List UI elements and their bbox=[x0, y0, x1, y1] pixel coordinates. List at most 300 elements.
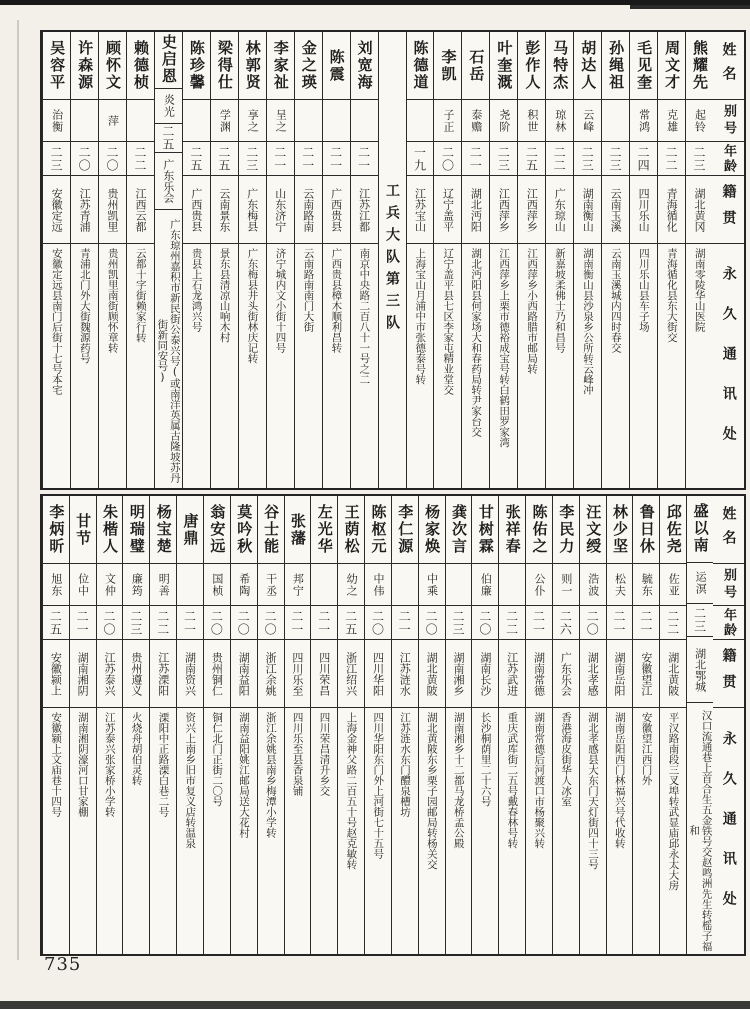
alias-cell: 常鸿 bbox=[630, 100, 657, 142]
native-cell: 广东梅县 bbox=[239, 176, 266, 244]
native-cell: 湖南湘乡 bbox=[446, 640, 472, 708]
header-column bbox=[713, 496, 744, 954]
person-column bbox=[337, 496, 364, 954]
native-cell: 广东乐会 bbox=[155, 153, 182, 210]
person-column bbox=[322, 32, 350, 488]
person-column bbox=[629, 32, 657, 488]
native-cell: 四川乐山 bbox=[630, 176, 657, 244]
alias-cell bbox=[392, 564, 418, 606]
native-cell: 江西云都 bbox=[127, 176, 154, 244]
age-cell: 二〇 bbox=[580, 606, 606, 640]
name-cell: 翁安远 bbox=[204, 496, 230, 564]
native-cell: 江苏青浦 bbox=[71, 176, 98, 244]
native-cell: 湖南益阳 bbox=[231, 640, 257, 708]
native-cell: 贵州遵义 bbox=[123, 640, 149, 708]
native-cell: 云南景东 bbox=[211, 176, 238, 244]
name-cell: 石岳 bbox=[462, 32, 489, 100]
address-cell: 四川乐山县车子场 bbox=[637, 248, 650, 332]
name-cell: 盛以南 bbox=[687, 496, 713, 563]
age-cell: 二〇 bbox=[99, 142, 126, 176]
alias-cell: 邦宁 bbox=[285, 564, 311, 606]
alias-cell: 国桢 bbox=[204, 564, 230, 606]
page-number: 735 bbox=[44, 954, 82, 975]
alias-cell: 旭东 bbox=[43, 564, 69, 606]
alias-cell: 松夫 bbox=[607, 564, 633, 606]
alias-cell: 中伟 bbox=[365, 564, 391, 606]
age-cell: 二〇 bbox=[231, 606, 257, 640]
name-cell: 林少坚 bbox=[607, 496, 633, 564]
alias-cell: 毓东 bbox=[633, 564, 659, 606]
address-cell: 辽宁盖平县七区李家屯精业堂交 bbox=[442, 248, 455, 395]
person-column bbox=[498, 496, 525, 954]
alias-cell: 积世 bbox=[518, 100, 545, 142]
address-cell: 湖南湘乡十二都马龙桥孟公殿 bbox=[452, 712, 465, 849]
address-cell: 景东县清凉山响木村 bbox=[218, 248, 231, 343]
native-cell: 广西贵县 bbox=[323, 176, 350, 244]
name-cell: 朱楷人 bbox=[97, 496, 123, 564]
person-column bbox=[391, 496, 418, 954]
native-cell: 湖北黄冈 bbox=[686, 176, 713, 244]
age-cell: 二一 bbox=[311, 606, 337, 640]
name-cell: 毛见奎 bbox=[630, 32, 657, 100]
alias-cell bbox=[127, 100, 154, 142]
alias-cell bbox=[499, 564, 525, 606]
scan-edge-top-right bbox=[630, 5, 750, 9]
section-divider-label: 工兵大队第三队 bbox=[384, 183, 401, 337]
native-cell: 湖北沔阳 bbox=[462, 176, 489, 244]
alias-cell bbox=[351, 100, 378, 142]
alias-cell: 享之 bbox=[239, 100, 266, 142]
address-cell: 上海金神父路二百五十号赵克敏转 bbox=[345, 712, 358, 870]
native-cell: 湖南衡山 bbox=[574, 176, 601, 244]
native-cell: 江苏涟水 bbox=[392, 640, 418, 708]
age-cell: 二三 bbox=[602, 142, 629, 176]
native-cell: 湖南常德 bbox=[526, 640, 552, 708]
age-cell: 二〇 bbox=[258, 606, 284, 640]
address-cell: 四川华阳东门外上河街七十五号 bbox=[372, 712, 385, 859]
name-cell: 彭作人 bbox=[518, 32, 545, 100]
address-cell: 南京中央路二百八十一号之二 bbox=[358, 248, 371, 385]
column-header-age: 年龄 bbox=[713, 606, 744, 640]
address-cell: 香港海皮街华人冰室 bbox=[560, 712, 573, 807]
age-cell: 二一 bbox=[633, 606, 659, 640]
person-column bbox=[203, 496, 230, 954]
name-cell: 陈枢元 bbox=[365, 496, 391, 564]
address-cell: 火烧舟胡伯灵转 bbox=[130, 712, 143, 786]
age-cell: 二五 bbox=[518, 142, 545, 176]
age-cell: 二〇 bbox=[97, 606, 123, 640]
age-cell: 二五 bbox=[211, 142, 238, 176]
alias-cell bbox=[71, 100, 98, 142]
column-header-native: 籍贯 bbox=[713, 176, 744, 244]
name-cell: 吴容平 bbox=[43, 32, 70, 100]
age-cell: 二一 bbox=[267, 142, 294, 176]
alias-cell: 浩波 bbox=[580, 564, 606, 606]
person-column bbox=[433, 32, 461, 488]
age-cell: 二三 bbox=[123, 606, 149, 640]
address-cell: 溧阳中正路溧白巷二号 bbox=[157, 712, 170, 817]
name-cell: 孙绳祖 bbox=[602, 32, 629, 100]
native-cell: 四川荣昌 bbox=[311, 640, 337, 708]
alias-cell: 治衡 bbox=[43, 100, 70, 142]
native-cell: 广东琼山 bbox=[546, 176, 573, 244]
alias-cell: 干丞 bbox=[258, 564, 284, 606]
address-cell: 湖北沔阳县何家场大和春药局转尹家台交 bbox=[470, 248, 483, 437]
address-cell: 湖南湘阴濠河口甘家棚 bbox=[76, 712, 89, 817]
age-cell: 二〇 bbox=[204, 606, 230, 640]
person-column bbox=[182, 32, 210, 488]
age-cell: 二三 bbox=[574, 142, 601, 176]
name-cell: 李炳昕 bbox=[43, 496, 69, 564]
name-cell: 左光华 bbox=[311, 496, 337, 564]
age-cell: 二五 bbox=[183, 142, 210, 176]
age-cell: 二二 bbox=[658, 142, 685, 176]
age-cell: 二一 bbox=[295, 142, 322, 176]
name-cell: 杨宝楚 bbox=[150, 496, 176, 564]
person-column bbox=[149, 496, 176, 954]
name-cell: 莫吟秋 bbox=[231, 496, 257, 564]
alias-cell: 尧阶 bbox=[490, 100, 517, 142]
native-cell: 广东乐会 bbox=[553, 640, 579, 708]
age-cell: 二〇 bbox=[419, 606, 445, 640]
address-cell: 铜仁北门正街二〇号 bbox=[211, 712, 224, 807]
age-cell: 二〇 bbox=[472, 606, 498, 640]
section-column bbox=[378, 32, 406, 488]
address-cell: 湖北黄陂东乡栗子园邮局转杨关交 bbox=[425, 712, 438, 870]
native-cell: 云南路南 bbox=[295, 176, 322, 244]
age-cell: 一九 bbox=[407, 142, 434, 176]
address-cell: 长沙桐荫里二十六号 bbox=[479, 712, 492, 807]
name-cell: 明瑞璧 bbox=[123, 496, 149, 564]
person-column bbox=[525, 496, 552, 954]
name-cell: 周文才 bbox=[658, 32, 685, 100]
person-column bbox=[418, 496, 445, 954]
name-cell: 陈佑之 bbox=[526, 496, 552, 564]
name-cell: 叶奎溉 bbox=[490, 32, 517, 100]
native-cell: 江苏宝山 bbox=[407, 176, 434, 244]
alias-cell: 运溟 bbox=[687, 563, 713, 604]
column-header-name: 姓名 bbox=[713, 32, 744, 100]
native-cell: 江苏泰兴 bbox=[97, 640, 123, 708]
native-cell: 青海循化 bbox=[658, 176, 685, 244]
age-cell: 二一 bbox=[177, 606, 203, 640]
person-column bbox=[176, 496, 203, 954]
header-column bbox=[713, 32, 744, 488]
name-cell: 鲁日休 bbox=[633, 496, 659, 564]
person-column bbox=[122, 496, 149, 954]
native-cell: 江苏江都 bbox=[351, 176, 378, 244]
book-gutter-shadow bbox=[17, 20, 19, 960]
age-cell: 二三 bbox=[686, 142, 713, 176]
alias-cell: 幼之 bbox=[338, 564, 364, 606]
person-column bbox=[154, 32, 182, 488]
native-cell: 江西萍乡 bbox=[490, 176, 517, 244]
age-cell: 二一 bbox=[607, 606, 633, 640]
address-cell: 湖南益阳姚江邮局送大花村 bbox=[237, 712, 250, 838]
address-cell: 四川乐至县香泉铺 bbox=[291, 712, 304, 796]
column-header-name: 姓名 bbox=[713, 496, 744, 564]
native-cell: 安徽定远 bbox=[43, 176, 70, 244]
person-column bbox=[42, 496, 69, 954]
native-cell: 湖北鄂城 bbox=[687, 637, 713, 704]
native-cell: 湖南长沙 bbox=[472, 640, 498, 708]
age-cell: 二五 bbox=[338, 606, 364, 640]
age-cell: 二一 bbox=[392, 606, 418, 640]
column-header-address: 永久通讯处 bbox=[720, 731, 737, 931]
native-cell: 安徽颍上 bbox=[43, 640, 69, 708]
native-cell: 辽宁盖平 bbox=[434, 176, 461, 244]
native-cell: 江西萍乡 bbox=[518, 176, 545, 244]
address-cell: 青浦北门外大街魏源药号 bbox=[78, 248, 91, 364]
address-cell: 济宁城内文小街十四号 bbox=[274, 248, 287, 353]
age-cell: 二一 bbox=[285, 606, 311, 640]
age-cell: 二二 bbox=[150, 606, 176, 640]
age-cell: 二二 bbox=[546, 142, 573, 176]
address-cell: 平汉路南段三叉埠转武显庙邱永太大房 bbox=[667, 712, 680, 891]
name-cell: 王荫松 bbox=[338, 496, 364, 564]
person-column bbox=[659, 496, 686, 954]
alias-cell: 廉筠 bbox=[123, 564, 149, 606]
name-cell: 刘宽海 bbox=[351, 32, 378, 100]
name-cell: 李民力 bbox=[553, 496, 579, 564]
person-column bbox=[364, 496, 391, 954]
alias-cell bbox=[177, 564, 203, 606]
name-cell: 李凯 bbox=[434, 32, 461, 100]
alias-cell bbox=[311, 564, 337, 606]
person-column bbox=[284, 496, 311, 954]
age-cell: 二三 bbox=[239, 142, 266, 176]
person-column bbox=[471, 496, 498, 954]
person-column bbox=[238, 32, 266, 488]
address-cell: 资兴上南乡旧市复义店转温泉 bbox=[184, 712, 197, 849]
person-column bbox=[350, 32, 378, 488]
age-cell: 二三 bbox=[490, 142, 517, 176]
native-cell: 山东济宁 bbox=[267, 176, 294, 244]
address-cell: 新嘉坡柔佛士乃和昌号 bbox=[554, 248, 567, 353]
person-column bbox=[545, 32, 573, 488]
person-column bbox=[210, 32, 238, 488]
name-cell: 张藩 bbox=[285, 496, 311, 564]
name-cell: 张祥春 bbox=[499, 496, 525, 564]
age-cell: 二二 bbox=[127, 142, 154, 176]
alias-cell bbox=[446, 564, 472, 606]
address-cell: 江西萍乡小西路腊市邮局转 bbox=[526, 248, 539, 374]
address-cell: 广东琼州嘉积市新民街公泰兴号(或南洋英属古隆坡苏丹街新同安号) bbox=[156, 218, 181, 483]
person-column bbox=[406, 32, 434, 488]
address-cell: 广东梅县井头街林庆记转 bbox=[246, 248, 259, 364]
alias-cell bbox=[183, 100, 210, 142]
name-cell: 马特杰 bbox=[546, 32, 573, 100]
person-column bbox=[266, 32, 294, 488]
alias-cell: 伯廉 bbox=[472, 564, 498, 606]
name-cell: 李家祉 bbox=[267, 32, 294, 100]
name-cell: 邱佐尧 bbox=[660, 496, 686, 564]
age-cell: 二二 bbox=[499, 606, 525, 640]
age-cell: 二〇 bbox=[365, 606, 391, 640]
name-cell: 杨家焕 bbox=[419, 496, 445, 564]
age-cell: 二〇 bbox=[71, 142, 98, 176]
person-column bbox=[517, 32, 545, 488]
person-column bbox=[98, 32, 126, 488]
age-cell: 二五 bbox=[155, 124, 182, 153]
address-cell: 湖北孝感县大东门天灯街四十三号 bbox=[586, 712, 599, 870]
person-column bbox=[96, 496, 123, 954]
address-cell: 湖南衡山县沙泉乡公所转云峰冲 bbox=[581, 248, 594, 395]
name-cell: 唐鼎 bbox=[177, 496, 203, 564]
age-cell: 二一 bbox=[323, 142, 350, 176]
address-cell: 云南路南南门大街 bbox=[302, 248, 315, 332]
age-cell: 二三 bbox=[43, 142, 70, 176]
column-header-alias: 别号 bbox=[713, 564, 744, 606]
address-cell: 江苏涟水东门醴泉槽坊 bbox=[399, 712, 412, 817]
native-cell: 湖南资兴 bbox=[177, 640, 203, 708]
native-cell: 贵州凯里 bbox=[99, 176, 126, 244]
age-cell: 二三 bbox=[446, 606, 472, 640]
person-column bbox=[445, 496, 472, 954]
native-cell: 江苏溧阳 bbox=[150, 640, 176, 708]
age-cell: 二三 bbox=[687, 604, 713, 637]
name-cell: 顾怀文 bbox=[99, 32, 126, 100]
person-column bbox=[310, 496, 337, 954]
name-cell: 龚次言 bbox=[446, 496, 472, 564]
registry-table-bottom bbox=[40, 494, 746, 956]
alias-cell: 炎光 bbox=[155, 89, 182, 124]
alias-cell: 文仲 bbox=[97, 564, 123, 606]
person-column bbox=[552, 496, 579, 954]
native-cell: 贵州铜仁 bbox=[204, 640, 230, 708]
name-cell: 甘树霖 bbox=[472, 496, 498, 564]
person-column bbox=[685, 32, 713, 488]
name-cell: 梁得仕 bbox=[211, 32, 238, 100]
address-cell: 安徽望江西门外 bbox=[640, 712, 653, 786]
alias-cell: 位中 bbox=[70, 564, 96, 606]
address-cell: 云南玉溪城内四时春交 bbox=[609, 248, 622, 353]
alias-cell: 则一 bbox=[553, 564, 579, 606]
alias-cell bbox=[295, 100, 322, 142]
native-cell: 安徽望江 bbox=[633, 640, 659, 708]
address-cell: 广西贵县樟木顺利昌转 bbox=[330, 248, 343, 353]
column-header-alias: 别号 bbox=[713, 100, 744, 142]
person-column bbox=[601, 32, 629, 488]
person-column bbox=[657, 32, 685, 488]
registry-table-top bbox=[40, 30, 746, 490]
alias-cell: 子正 bbox=[434, 100, 461, 142]
native-cell: 云南玉溪 bbox=[602, 176, 629, 244]
person-column bbox=[573, 32, 601, 488]
alias-cell: 呈之 bbox=[267, 100, 294, 142]
alias-cell: 起铃 bbox=[686, 100, 713, 142]
native-cell: 湖南湘阴 bbox=[70, 640, 96, 708]
native-cell: 湖北孝感 bbox=[580, 640, 606, 708]
address-cell: 浙江余姚县南乡梅潭小学转 bbox=[264, 712, 277, 838]
native-cell: 湖北黄陂 bbox=[660, 640, 686, 708]
alias-cell: 云峰 bbox=[574, 100, 601, 142]
native-cell: 四川乐至 bbox=[285, 640, 311, 708]
name-cell: 许森源 bbox=[71, 32, 98, 100]
age-cell: 二一 bbox=[526, 606, 552, 640]
native-cell: 四川华阳 bbox=[365, 640, 391, 708]
native-cell: 江苏武进 bbox=[499, 640, 525, 708]
native-cell: 湖北黄陂 bbox=[419, 640, 445, 708]
address-cell: 江苏泰兴张家桥小学转 bbox=[103, 712, 116, 817]
person-column bbox=[579, 496, 606, 954]
column-header-age: 年龄 bbox=[713, 142, 744, 176]
person-column bbox=[686, 496, 713, 954]
name-cell: 陈珍馨 bbox=[183, 32, 210, 100]
name-cell: 陈德道 bbox=[407, 32, 434, 100]
address-cell: 云都十字街赖家行转 bbox=[134, 248, 147, 343]
name-cell: 赖德桢 bbox=[127, 32, 154, 100]
address-cell: 江西萍乡上栗市德裕成宝号转白鹤田罗家湾 bbox=[498, 248, 511, 448]
alias-cell: 萍 bbox=[99, 100, 126, 142]
native-cell: 浙江绍兴 bbox=[338, 640, 364, 708]
person-column bbox=[606, 496, 633, 954]
age-cell: 二一 bbox=[351, 142, 378, 176]
alias-cell bbox=[602, 100, 629, 142]
address-cell: 安徽定远县南门后街十七号本宅 bbox=[50, 248, 63, 395]
name-cell: 史启恩 bbox=[155, 32, 182, 89]
alias-cell bbox=[323, 100, 350, 142]
address-cell: 湖南零陵华山医院 bbox=[693, 248, 706, 332]
name-cell: 谷士能 bbox=[258, 496, 284, 564]
person-column bbox=[42, 32, 70, 488]
alias-cell: 学渊 bbox=[211, 100, 238, 142]
person-column bbox=[461, 32, 489, 488]
alias-cell: 公仆 bbox=[526, 564, 552, 606]
scan-edge-bottom bbox=[0, 1001, 750, 1009]
alias-cell: 中乘 bbox=[419, 564, 445, 606]
name-cell: 林郭贤 bbox=[239, 32, 266, 100]
column-header-address: 永久通讯处 bbox=[720, 266, 737, 466]
address-cell: 青海循化县东大街交 bbox=[665, 248, 678, 343]
name-cell: 汪文绶 bbox=[580, 496, 606, 564]
age-cell: 二一 bbox=[462, 142, 489, 176]
address-cell: 四川荣昌清升乡交 bbox=[318, 712, 331, 796]
name-cell: 金之瑛 bbox=[295, 32, 322, 100]
name-cell: 胡达人 bbox=[574, 32, 601, 100]
person-column bbox=[70, 32, 98, 488]
alias-cell: 佐亚 bbox=[660, 564, 686, 606]
name-cell: 熊耀先 bbox=[686, 32, 713, 100]
address-cell: 贵县上石龙鸿兴号 bbox=[190, 248, 203, 332]
native-cell: 湖南岳阳 bbox=[607, 640, 633, 708]
alias-cell bbox=[407, 100, 434, 142]
native-cell: 浙江余姚 bbox=[258, 640, 284, 708]
name-cell: 李仁源 bbox=[392, 496, 418, 564]
address-cell: 上海宝山月浦中市张德泰号转 bbox=[414, 248, 427, 385]
person-column bbox=[632, 496, 659, 954]
age-cell: 二〇 bbox=[434, 142, 461, 176]
age-cell: 二四 bbox=[630, 142, 657, 176]
native-cell: 广西贵县 bbox=[183, 176, 210, 244]
age-cell: 二二 bbox=[660, 606, 686, 640]
person-column bbox=[126, 32, 154, 488]
person-column bbox=[69, 496, 96, 954]
age-cell: 二一 bbox=[70, 606, 96, 640]
alias-cell: 琼林 bbox=[546, 100, 573, 142]
alias-cell: 泰赡 bbox=[462, 100, 489, 142]
name-cell: 甘节 bbox=[70, 496, 96, 564]
address-cell: 湖南常德后河渡口市杨聚兴转 bbox=[533, 712, 546, 849]
alias-cell: 明善 bbox=[150, 564, 176, 606]
address-cell: 重庆武库街二五号戴春林号转 bbox=[506, 712, 519, 849]
address-cell: 汉口流通巷上首合生五金铁号交赵鸣洲先生转榣子福和 bbox=[688, 709, 713, 952]
age-cell: 二六 bbox=[553, 606, 579, 640]
alias-cell: 希陶 bbox=[231, 564, 257, 606]
address-cell: 湖南岳阳西门林福兴号代收转 bbox=[613, 712, 626, 849]
person-column bbox=[294, 32, 322, 488]
address-cell: 安徽颍上文庙巷十四号 bbox=[50, 712, 63, 817]
